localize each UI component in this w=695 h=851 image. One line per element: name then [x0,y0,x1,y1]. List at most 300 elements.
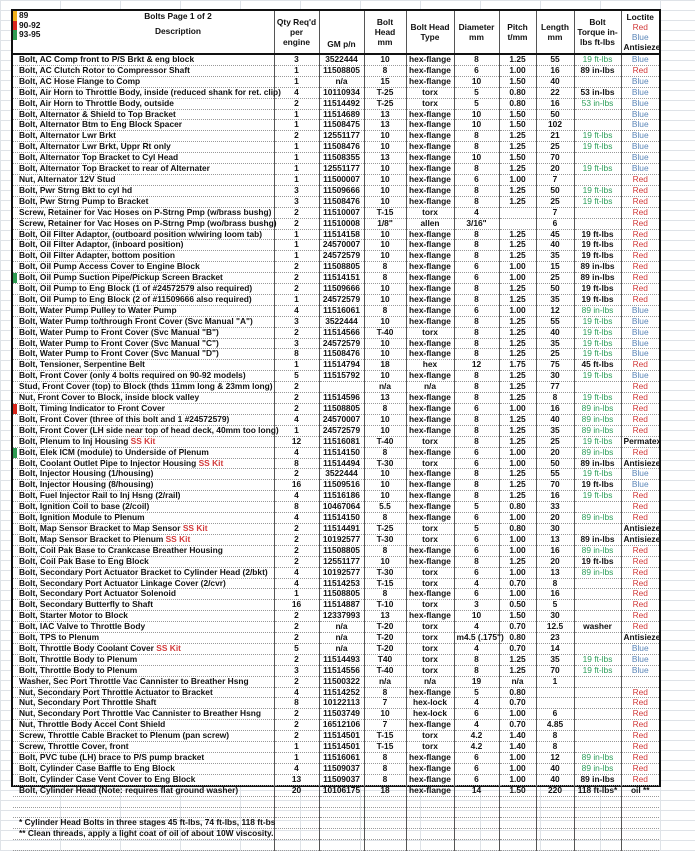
diameter-cell: 19 [454,676,499,687]
gm-part-number-cell: 10122113 [319,698,364,709]
empty-cell [499,807,536,818]
length-cell: 220 [536,785,574,796]
diameter-cell: 6 [454,763,499,774]
loctite-cell: Blue [621,371,659,382]
qty-cell: 4 [274,687,319,698]
pitch-cell: 1.00 [499,174,536,185]
diameter-cell: 6 [454,447,499,458]
bolt-head-mm-cell: T-40 [364,665,406,676]
bolt-head-mm-cell: 10 [364,425,406,436]
description-cell [13,217,277,229]
empty-cell [454,807,499,818]
qty-cell: 8 [274,502,319,513]
gm-part-number-cell: 11516081 [319,436,364,447]
table-row [13,523,659,534]
loctite-cell: Antisieze [621,458,659,469]
loctite-cell: Red [621,174,659,185]
empty-cell [536,818,574,829]
empty-cell [621,818,659,829]
loctite-cell: Red [621,578,659,589]
empty-cell [364,840,406,851]
bolt-head-type-cell: hex-flange [406,720,454,731]
diameter-cell: 4 [454,622,499,633]
torque-cell [574,120,621,131]
bolt-head-type-cell: torx [406,742,454,753]
table-row [13,284,659,295]
loctite-cell: Blue [621,142,659,153]
bolt-head-mm-cell: 13 [364,393,406,404]
table-row [13,294,659,305]
gm-part-number-cell: 24572579 [319,338,364,349]
description-text: Bolt, Coil Pak Base to Crankcase Breather Housing [19,544,223,555]
bolt-head-type-cell: allen [406,218,454,229]
table-row [13,578,659,589]
description-text: Bolt, IAC Valve to Throttle Body [19,621,146,632]
description-cell [13,207,274,218]
gm-part-number-cell: 11509666 [319,185,364,196]
empty-cell [406,818,454,829]
qty-cell: 2 [274,676,319,687]
length-cell: 20 [536,556,574,567]
length-cell: 4.85 [536,720,574,731]
pitch-cell: 1.00 [499,753,536,764]
length-cell: 12 [536,305,574,316]
torque-cell [574,633,621,644]
bolt-head-mm-cell: 8 [364,305,406,316]
torque-cell [574,109,621,120]
pitch-cell: 1.25 [499,414,536,425]
description-text: Screw, Throttle Cable Bracket to Plenum (pan screw) [19,730,230,741]
bolt-head-type-cell: hex-flange [406,251,454,262]
loctite-red: Red [632,22,648,32]
description-cell [13,251,274,262]
qty-cell: 1 [274,174,319,185]
bolt-head-type-cell: hex-flange [406,109,454,120]
diameter-cell: 8 [454,414,499,425]
description-text: Bolt, Oil Filter Adaptor, (outboard position w/wiring loom tab) [19,228,263,239]
length-cell: 35 [536,294,574,305]
loctite-cell: Red [621,273,659,284]
gm-part-number-cell: 3522444 [319,469,364,480]
diameter-cell: 5 [454,502,499,513]
bolt-head-mm-cell: T-25 [364,87,406,98]
description-cell [13,578,274,589]
loctite-cell: Blue [621,305,659,316]
bolt-head-mm-cell: 8 [364,774,406,785]
description-cell [13,480,274,491]
bolt-head-mm-cell: 15 [364,76,406,87]
loctite-cell: Red [621,240,659,251]
description-text: Screw, Retainer for Vac Hoses on P-Strng Pmp (w/brass bushg) [19,206,272,217]
empty-cell [499,840,536,851]
diameter-cell: 8 [454,316,499,327]
description-text: Bolt, AC Comp front to P/S Brkt & eng block [19,54,195,64]
legend-item-93-95 [13,30,73,40]
blank-row [13,807,659,818]
bolt-head-mm-cell: T40 [364,654,406,665]
diameter-cell: 8 [454,229,499,240]
description-text: Screw, Throttle Cover, front [19,741,129,752]
length-cell: 16 [536,545,574,556]
qty-cell: 4 [274,447,319,458]
torque-cell [574,523,621,534]
bolt-head-mm-cell: T-40 [364,436,406,447]
diameter-cell: 8 [454,480,499,491]
gm-part-number-cell: 11508476 [319,142,364,153]
table-row [13,382,659,393]
table-row [13,502,659,513]
loctite-cell: Red [621,720,659,731]
torque-cell: 19 ft-lbs [574,665,621,676]
description-text: Bolt, Throttle Body to Plenum [19,653,138,664]
pitch-cell: 1.50 [499,76,536,87]
description-cell [13,742,274,753]
bolt-head-mm-cell: 10 [364,131,406,142]
torque-cell: 53 in-lbs [574,98,621,109]
gm-part-number-cell: 11500322 [319,676,364,687]
gm-part-number-cell: 11509516 [319,480,364,491]
bolt-head-mm-cell: 10 [364,54,406,65]
gm-part-number-cell: 11514501 [319,742,364,753]
bolt-head-mm-cell: T-20 [364,643,406,654]
loctite-cell: Red [621,698,659,709]
empty-cell [536,829,574,840]
gm-part-number-cell: 11514556 [319,665,364,676]
qty-cell: 4 [274,567,319,578]
qty-cell: 3 [274,338,319,349]
description-text: Bolt, Cylinder Case Baffle to Eng Block [19,762,175,773]
diameter-cell: 8 [454,54,499,65]
diameter-cell: 8 [454,382,499,393]
torque-cell: 19 ft-lbs [574,436,621,447]
bolt-head-type-cell: torx [406,731,454,742]
loctite-cell: Antisieze [621,523,659,534]
bolt-head-type-cell: torx [406,327,454,338]
bolt-head-mm-cell: 8 [364,404,406,415]
bolt-head-mm-cell: 7 [364,698,406,709]
bolt-head-type-cell: n/a [406,676,454,687]
torque-cell: 89 in-lbs [574,774,621,785]
torque-cell: 118 ft-lbs* [574,785,621,796]
bolt-head-mm-cell: 10 [364,556,406,567]
length-cell: 75 [536,360,574,371]
gm-part-number-cell: 3522444 [319,54,364,65]
torque-cell: 19 ft-lbs [574,240,621,251]
description-text: Nut, Front Cover to Block, inside block valley [19,392,200,403]
qty-cell: 1 [274,240,319,251]
legend-label: 90-92 [19,19,41,30]
description-text: Bolt, Map Sensor Bracket to Plenum [19,533,164,544]
table-row [13,665,659,676]
qty-cell: 2 [274,382,319,393]
qty-cell: 12 [274,436,319,447]
diameter-cell: 8 [454,425,499,436]
empty-cell [406,840,454,851]
bolt-head-type-cell: hex-flange [406,305,454,316]
bolt-head-type-cell: hex-flange [406,687,454,698]
description-cell [13,436,274,447]
loctite-cell: Red [621,491,659,502]
diameter-cell: 10 [454,76,499,87]
table-row [13,676,659,687]
qty-cell: 2 [274,327,319,338]
pitch-cell: 1.00 [499,305,536,316]
diameter-cell: 8 [454,284,499,295]
loctite-cell: Blue [621,469,659,480]
description-text: Nut, Secondary Port Throttle Vac Cannister to Breather Hsng [19,708,261,719]
length-cell: 7 [536,207,574,218]
diameter-cell: 3 [454,600,499,611]
gm-part-number-cell [319,382,364,393]
gm-part-number-cell: 11510007 [319,207,364,218]
qty-cell: 2 [274,469,319,480]
description-cell [13,687,274,698]
qty-cell: 2 [274,633,319,644]
length-cell: 33 [536,502,574,513]
length-cell: 70 [536,153,574,164]
length-cell: 30 [536,611,574,622]
description-text: Bolt, Coil Pak Base to Eng Block [19,555,149,566]
description-text: Bolt, Ignition Module to Plenum [19,512,145,523]
description-text: Bolt, Air Horn to Throttle Body, inside (reduced shank for ret. clip) [19,86,281,97]
gm-part-number-cell: 11516061 [319,305,364,316]
empty-cell [319,796,364,807]
torque-cell [574,720,621,731]
description-cell [13,54,274,65]
table-row [13,87,659,98]
length-cell: 40 [536,327,574,338]
length-cell: 25 [536,436,574,447]
bolt-head-type-cell: hex-flange [406,502,454,513]
bolt-head-type-cell: torx [406,578,454,589]
loctite-cell: Antisieze [621,633,659,644]
length-cell: 1 [536,676,574,687]
torque-cell [574,676,621,687]
empty-cell [274,829,319,840]
table-row [13,131,659,142]
loctite-cell: Red [621,382,659,393]
qty-cell: 8 [274,349,319,360]
table-row [13,240,659,251]
table-row [13,720,659,731]
qty-cell: 16 [274,480,319,491]
diameter-cell: 6 [454,534,499,545]
torque-cell [574,76,621,87]
diameter-cell: 5 [454,87,499,98]
bolt-head-type-cell: hex-flange [406,294,454,305]
description-cell [13,753,274,764]
footnote-row [13,829,659,840]
footnote-text: ** Clean threads, apply a light coat of oil of about 10W viscosity. [13,829,274,840]
diameter-cell: 8 [454,349,499,360]
length-cell: 30 [536,523,574,534]
diameter-cell: 6 [454,589,499,600]
pitch-cell: 1.25 [499,185,536,196]
description-text: Bolt, Alternator Top Bracket to rear of Alternater [19,163,210,174]
description-text: Bolt, Water Pump to Front Cover (Svc Manual "B") [19,326,219,337]
empty-cell [499,796,536,807]
table-row [13,698,659,709]
header-torque: Bolt Torque in-lbs ft-lbs [574,11,621,54]
qty-cell: 1 [274,76,319,87]
qty-cell: 2 [274,218,319,229]
diameter-cell: 8 [454,164,499,175]
gm-part-number-cell: 11500007 [319,174,364,185]
torque-cell: 19 ft-lbs [574,294,621,305]
description-cell [13,447,274,458]
loctite-cell: Blue [621,153,659,164]
table-row [13,753,659,764]
legend-label: 89 [19,10,29,20]
pitch-cell: 1.25 [499,654,536,665]
bolt-head-type-cell: hex-flange [406,774,454,785]
bolt-head-mm-cell: 18 [364,360,406,371]
gm-part-number-cell: 10192577 [319,534,364,545]
bolt-head-type-cell: hex-flange [406,185,454,196]
gm-part-number-cell: 10106175 [319,785,364,796]
description-text: Bolt, Oil Pump to Eng Block (2 of #11509666 also required) [19,293,252,304]
qty-cell: 3 [274,196,319,207]
pitch-cell: 1.25 [499,556,536,567]
gm-part-number-cell: 11515792 [319,371,364,382]
table-row [13,76,659,87]
table-row [13,534,659,545]
qty-cell: 1 [274,65,319,76]
footnote-row [13,818,659,829]
diameter-cell: 4 [454,207,499,218]
gm-part-number-cell: 11514151 [319,273,364,284]
bolt-head-type-cell: hex-flange [406,763,454,774]
description-cell [13,567,274,578]
pitch-cell: 0.70 [499,698,536,709]
loctite-cell: Red [621,687,659,698]
qty-cell: 4 [274,513,319,524]
empty-cell [499,829,536,840]
gm-part-number-cell: 11508475 [319,120,364,131]
loctite-cell: Red [621,196,659,207]
length-cell: 40 [536,774,574,785]
empty-cell [536,807,574,818]
loctite-cell: Blue [621,338,659,349]
loctite-cell: Red [621,414,659,425]
torque-cell: 19 ft-lbs [574,654,621,665]
length-cell: 23 [536,633,574,644]
diameter-cell: 3/16" [454,218,499,229]
description-text: Bolt, Tensioner, Serpentine Belt [19,359,145,370]
loctite-cell: Red [621,502,659,513]
bolt-head-mm-cell: 10 [364,142,406,153]
qty-cell: 1 [274,742,319,753]
description-text: Bolt, Alternator Btm to Eng Block Spacer [19,119,183,130]
description-cell [13,273,274,284]
empty-cell [274,796,319,807]
diameter-cell: 6 [454,709,499,720]
bolt-head-type-cell: hex-flange [406,273,454,284]
header-length: Length mm [536,11,574,54]
table-row [13,98,659,109]
description-cell [13,709,274,720]
header-qty: Qty Req'd per engine [274,11,319,54]
length-cell: 13 [536,534,574,545]
gm-part-number-cell: 11509666 [319,284,364,295]
pitch-cell: 1.00 [499,545,536,556]
pitch-cell: 1.25 [499,251,536,262]
loctite-cell: Red [621,251,659,262]
table-row [13,763,659,774]
torque-cell: 89 in-lbs [574,305,621,316]
legend-swatch-89 [13,11,17,21]
qty-cell: 2 [274,545,319,556]
loctite-cell: Antisieze [621,534,659,545]
empty-cell [364,796,406,807]
empty-cell [13,840,274,851]
gm-part-number-cell: 11514150 [319,447,364,458]
table-row [13,120,659,131]
description-cell [13,534,274,545]
description-text: Bolt, Water Pump to Front Cover (Svc Manual "C") [19,337,219,348]
pitch-cell: 1.25 [499,393,536,404]
pitch-cell: 1.50 [499,153,536,164]
table-row [13,480,659,491]
loctite-cell: Red [621,207,659,218]
gm-part-number-cell: n/a [319,622,364,633]
length-cell: 16 [536,404,574,415]
torque-cell: 53 in-lbs [574,87,621,98]
description-cell [13,545,274,556]
gm-part-number-cell: 11514596 [319,393,364,404]
loctite-cell: Blue [621,76,659,87]
description-text: Bolt, Secondary Butterfly to Shaft [19,599,154,610]
footnote-text: * Cylinder Head Bolts in three stages 45 ft-lbs, 74 ft-lbs, 118 ft-bs [13,818,274,829]
bolt-head-type-cell: torx [406,98,454,109]
empty-cell [274,807,319,818]
pitch-cell: 1.25 [499,164,536,175]
description-text: Bolt, Alternator & Shield to Top Bracket [19,108,176,119]
bolt-head-type-cell: hex-flange [406,54,454,65]
gm-part-number-cell: 12551177 [319,131,364,142]
qty-cell: 2 [274,523,319,534]
length-cell: 16 [536,491,574,502]
bolt-head-mm-cell: T-15 [364,207,406,218]
loctite-cell: Red [621,360,659,371]
length-cell [536,687,574,698]
bolt-head-type-cell: hex-flange [406,120,454,131]
bolt-head-mm-cell: T-20 [364,622,406,633]
pitch-cell: 0.80 [499,687,536,698]
bolt-head-mm-cell: T-15 [364,742,406,753]
gm-part-number-cell: 10110934 [319,87,364,98]
table-row [13,142,659,153]
qty-cell: 16 [274,600,319,611]
description-cell [13,185,274,196]
bolt-head-type-cell: torx [406,534,454,545]
length-cell: 35 [536,425,574,436]
length-cell: 6 [536,218,574,229]
torque-cell: 45 ft-lbs [574,360,621,371]
empty-cell [574,840,621,851]
description-cell [13,371,274,382]
length-cell: 50 [536,458,574,469]
loctite-cell: Blue [621,327,659,338]
bolts-table [13,10,662,851]
bolt-head-mm-cell: 10 [364,338,406,349]
description-text: Screw, Retainer for Vac Hoses on P-Strng Pmp (wo/brass bushg) [19,217,277,228]
bolt-head-mm-cell: 7 [364,720,406,731]
torque-cell: 89 in-lbs [574,262,621,273]
description-cell [13,600,274,611]
description-cell [13,76,274,87]
description-text: Bolt, Oil Pump Access Cover to Engine Block [19,261,200,272]
